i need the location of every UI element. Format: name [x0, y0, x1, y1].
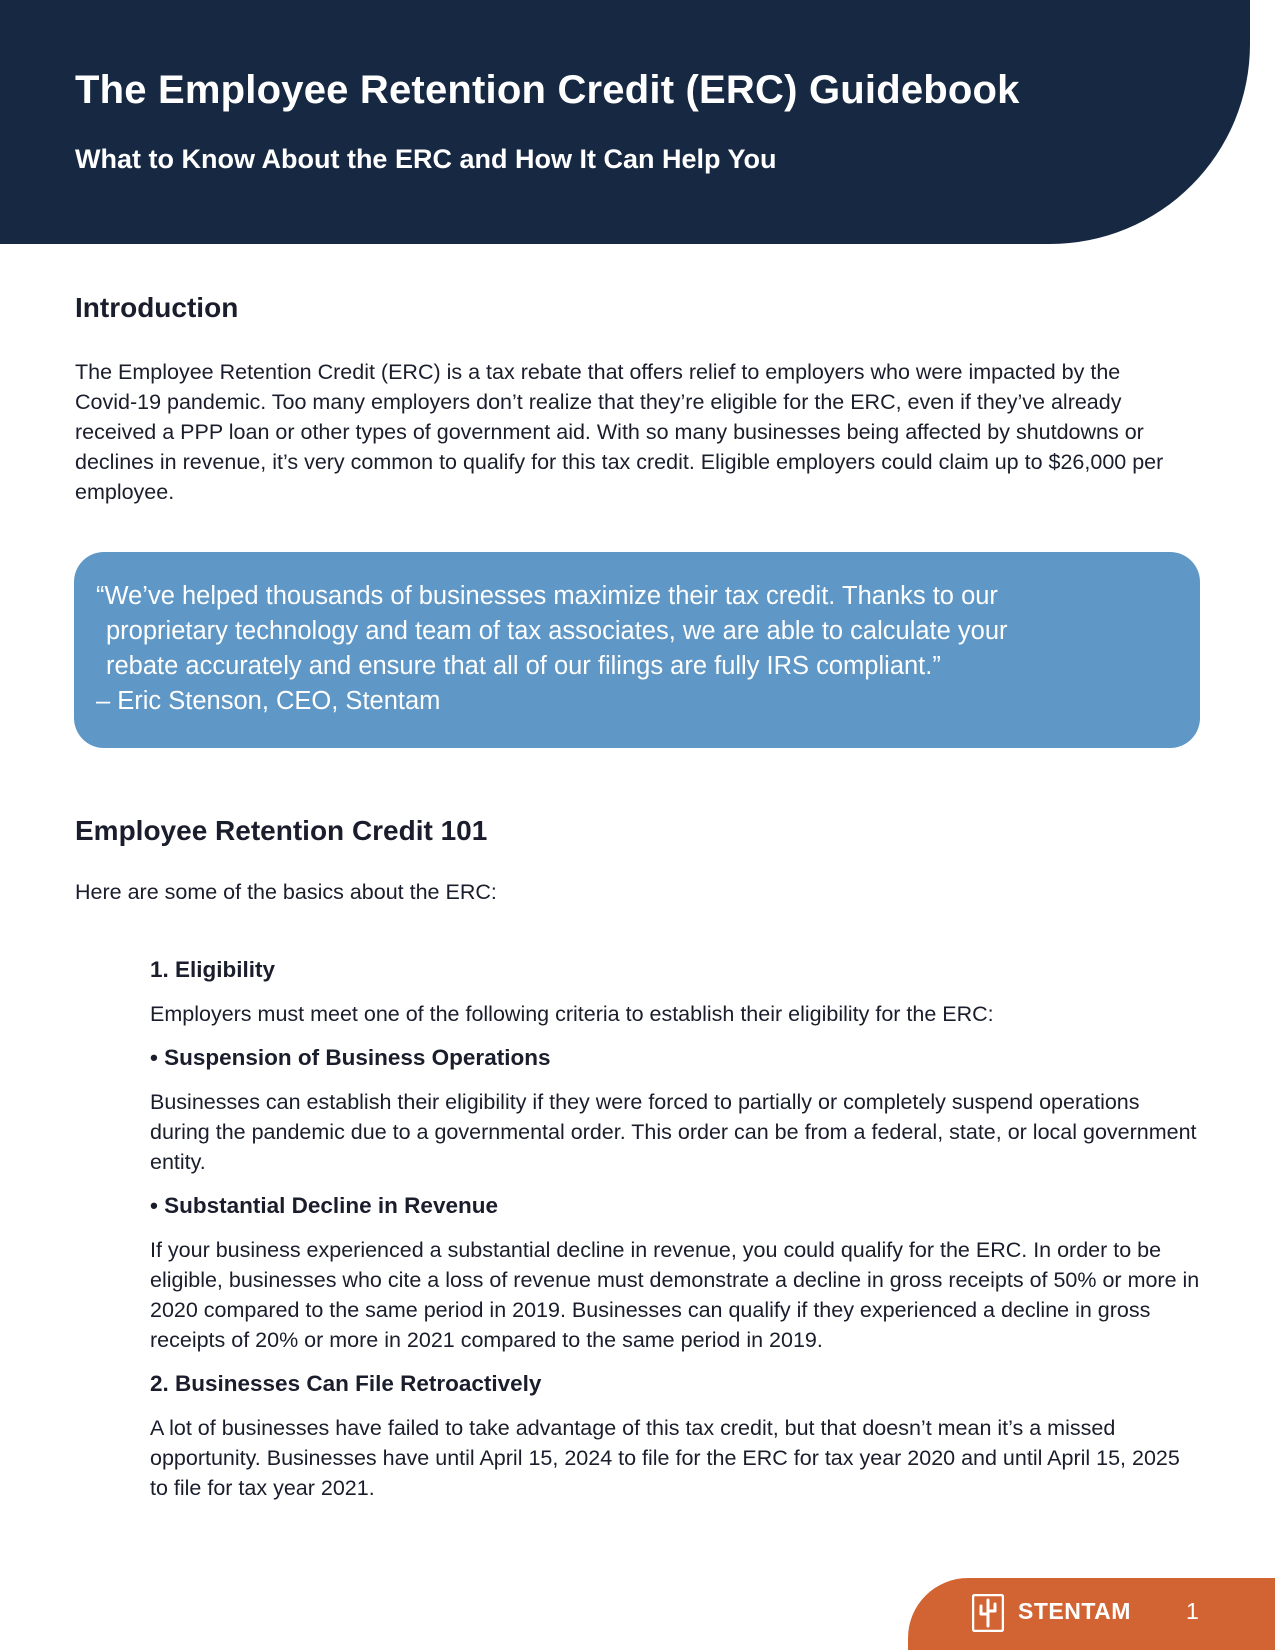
subtitle-prefix: What to [75, 144, 182, 174]
quote-box [74, 552, 1200, 748]
document-subtitle [75, 144, 776, 175]
footer-tab [908, 1578, 1275, 1650]
header-banner [0, 0, 1250, 244]
eligibility-text: Employers must meet one of the following criteria to establish their eligibility for the ERC: [150, 1002, 994, 1026]
erc101-heading: Employee Retention Credit 101 [75, 815, 488, 846]
quote-author: – Eric Stenson, CEO, Stentam [96, 687, 441, 715]
quote-line-2: proprietary technology and team of tax associates, we are able to calculate your [106, 617, 1008, 645]
stentam-cactus-logo-icon [972, 1594, 1004, 1632]
suspension-text: Businesses can establish their eligibility if they were forced to partially or completely suspend operations during the pandemic due to a governmental order. This order can be from a federal, state, or local government entity. [150, 1090, 1197, 1174]
document-title: The Employee Retention Credit (ERC) Guidebook [75, 68, 1020, 112]
eligibility-heading: 1. Eligibility [150, 957, 276, 982]
subtitle-emphasis: Know [181, 144, 255, 174]
brand-name: STENTAM [1018, 1598, 1131, 1624]
decline-heading: • Substantial Decline in Revenue [150, 1193, 498, 1218]
introduction-paragraph: The Employee Retention Credit (ERC) is a tax rebate that offers relief to employers who were impacted by the Covid-19 pandemic. Too many employers don’t realize that they’re eligible for the ERC, even if they’ve already received a PPP loan or other types of government aid. With so many businesses being affected by shutdowns or declines in revenue, it’s very common to qualify for this tax credit. Eligible employers could claim up to $26,000 per employee. [75, 360, 1164, 504]
retroactive-text: A lot of businesses have failed to take advantage of this tax credit, but that doesn’t mean it’s a missed opportunity. Businesses have until April 15, 2024 to file for the ERC for tax year 2020 and until April 15, 2025 to file for tax year 2021. [150, 1416, 1180, 1500]
decline-text: If your business experienced a substantial decline in revenue, you could qualify for the ERC. In order to be eligible, businesses who cite a loss of revenue must demonstrate a decline in gross receipts of 50% or more in 2020 compared to the same period in 2019. Businesses can qualify if they experienced a decline in gross receipts of 20% or more in 2021 compared to the same period in 2019. [150, 1238, 1200, 1352]
introduction-heading: Introduction [75, 292, 239, 323]
quote-line-1: “We’ve helped thousands of businesses maximize their tax credit. Thanks to our [96, 582, 998, 610]
suspension-heading: • Suspension of Business Operations [150, 1045, 551, 1070]
erc101-intro: Here are some of the basics about the ERC: [75, 880, 497, 904]
erc-basics-list [150, 955, 1200, 1503]
subtitle-suffix: About the ERC and How It Can Help You [254, 144, 777, 174]
page-number: 1 [1186, 1598, 1199, 1624]
retroactive-heading: 2. Businesses Can File Retroactively [150, 1371, 542, 1396]
quote-line-3: rebate accurately and ensure that all of our filings are fully IRS compliant.” [106, 652, 941, 680]
quote-text [96, 579, 1186, 684]
